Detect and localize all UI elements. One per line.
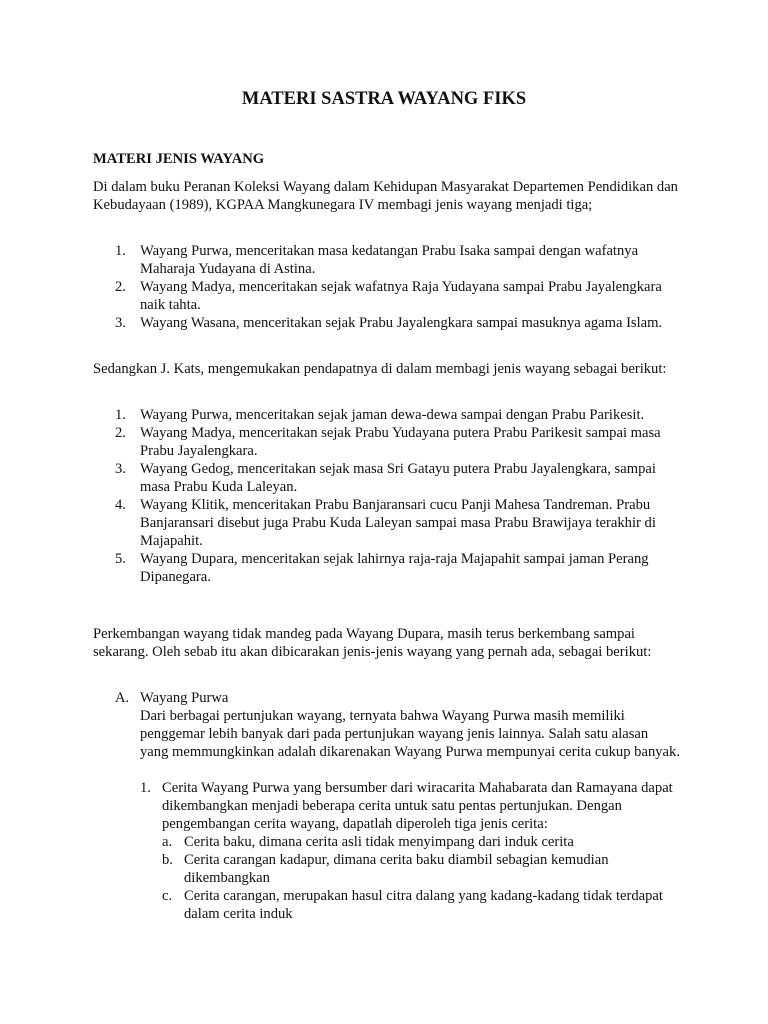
intro-paragraph: Di dalam buku Peranan Koleksi Wayang dalam Kehidupan Masyarakat Departemen Pendidikan dan Kebudayaan (1989), KGPAA Mangkunegara IV membagi jenis wayang menjadi tiga;: [93, 179, 678, 213]
development-paragraph: Perkembangan wayang tidak mandeg pada Wayang Dupara, masih terus berkembang sampai sekarang. Oleh sebab itu akan dibicarakan jenis-jenis wayang yang pernah ada, sebagai berikut:: [93, 626, 652, 660]
section-a-heading: Wayang Purwa: [140, 690, 229, 706]
list-item: c. Cerita carangan, merupakan hasul citra dalang yang kadang-kadang tidak terdapat dalam cerita induk: [162, 888, 663, 922]
list-item: 4. Wayang Klitik, menceritakan Prabu Banjaransari cucu Panji Mahesa Tandreman. Prabu Banjaransari disebut juga Prabu Kuda Laleyan sampai masa Prabu Brawijaya terakhir di Majapahit.: [115, 497, 656, 549]
kats-intro-paragraph: Sedangkan J. Kats, mengemukakan pendapatnya di dalam membagi jenis wayang sebagai berikut:: [93, 361, 667, 377]
list-item: 2. Wayang Madya, menceritakan sejak Prabu Yudayana putera Prabu Parikesit sampai masa Prabu Jayalengkara.: [115, 425, 661, 459]
document-title: MATERI SASTRA WAYANG FIKS: [241, 89, 527, 109]
list-item: b. Cerita carangan kadapur, dimana cerita baku diambil sebagian kemudian dikembangkan: [162, 852, 609, 886]
story-types-list: [162, 833, 682, 923]
list-item: 3. Wayang Gedog, menceritakan sejak masa Sri Gatayu putera Prabu Jayalengkara, sampai masa Prabu Kuda Laleyan.: [115, 461, 656, 495]
section-a-item-number: 1.: [140, 780, 151, 796]
section-heading: MATERI JENIS WAYANG: [93, 151, 265, 167]
list-item: 1. Wayang Purwa, menceritakan sejak jaman dewa-dewa sampai dengan Prabu Parikesit.: [115, 407, 645, 423]
list-kats: [93, 406, 683, 586]
list-item: 3. Wayang Wasana, menceritakan sejak Prabu Jayalengkara sampai masuknya agama Islam.: [115, 315, 663, 331]
section-a-item-text: Cerita Wayang Purwa yang bersumber dari wiracarita Mahabarata dan Ramayana dapat dikembangkan menjadi beberapa cerita untuk satu pentas pertunjukan. Dengan pengembangan cerita wayang, dapatlah diperoleh tiga jenis cerita:: [162, 780, 673, 832]
section-a-body: Dari berbagai pertunjukan wayang, ternyata bahwa Wayang Purwa masih memiliki penggemar lebih banyak dari pada pertunjukan wayang jenis lainnya. Salah satu alasan yang memmungkinkan adalah dikarenakan Wayang Purwa mempunyai cerita cukup banyak.: [140, 708, 680, 760]
list-item: a. Cerita baku, dimana cerita asli tidak menyimpang dari induk cerita: [162, 834, 574, 850]
list-item: 5. Wayang Dupara, menceritakan sejak lahirnya raja-raja Majapahit sampai jaman Perang Dipanegara.: [115, 551, 649, 585]
list-mangkunegara: [93, 242, 683, 332]
section-a-marker: A.: [115, 690, 130, 706]
list-item: 1. Wayang Purwa, menceritakan masa kedatangan Prabu Isaka sampai dengan wafatnya Maharaja Yudayana di Astina.: [115, 243, 639, 277]
list-item: 2. Wayang Madya, menceritakan sejak wafatnya Raja Yudayana sampai Prabu Jayalengkara naik tahta.: [115, 279, 662, 313]
